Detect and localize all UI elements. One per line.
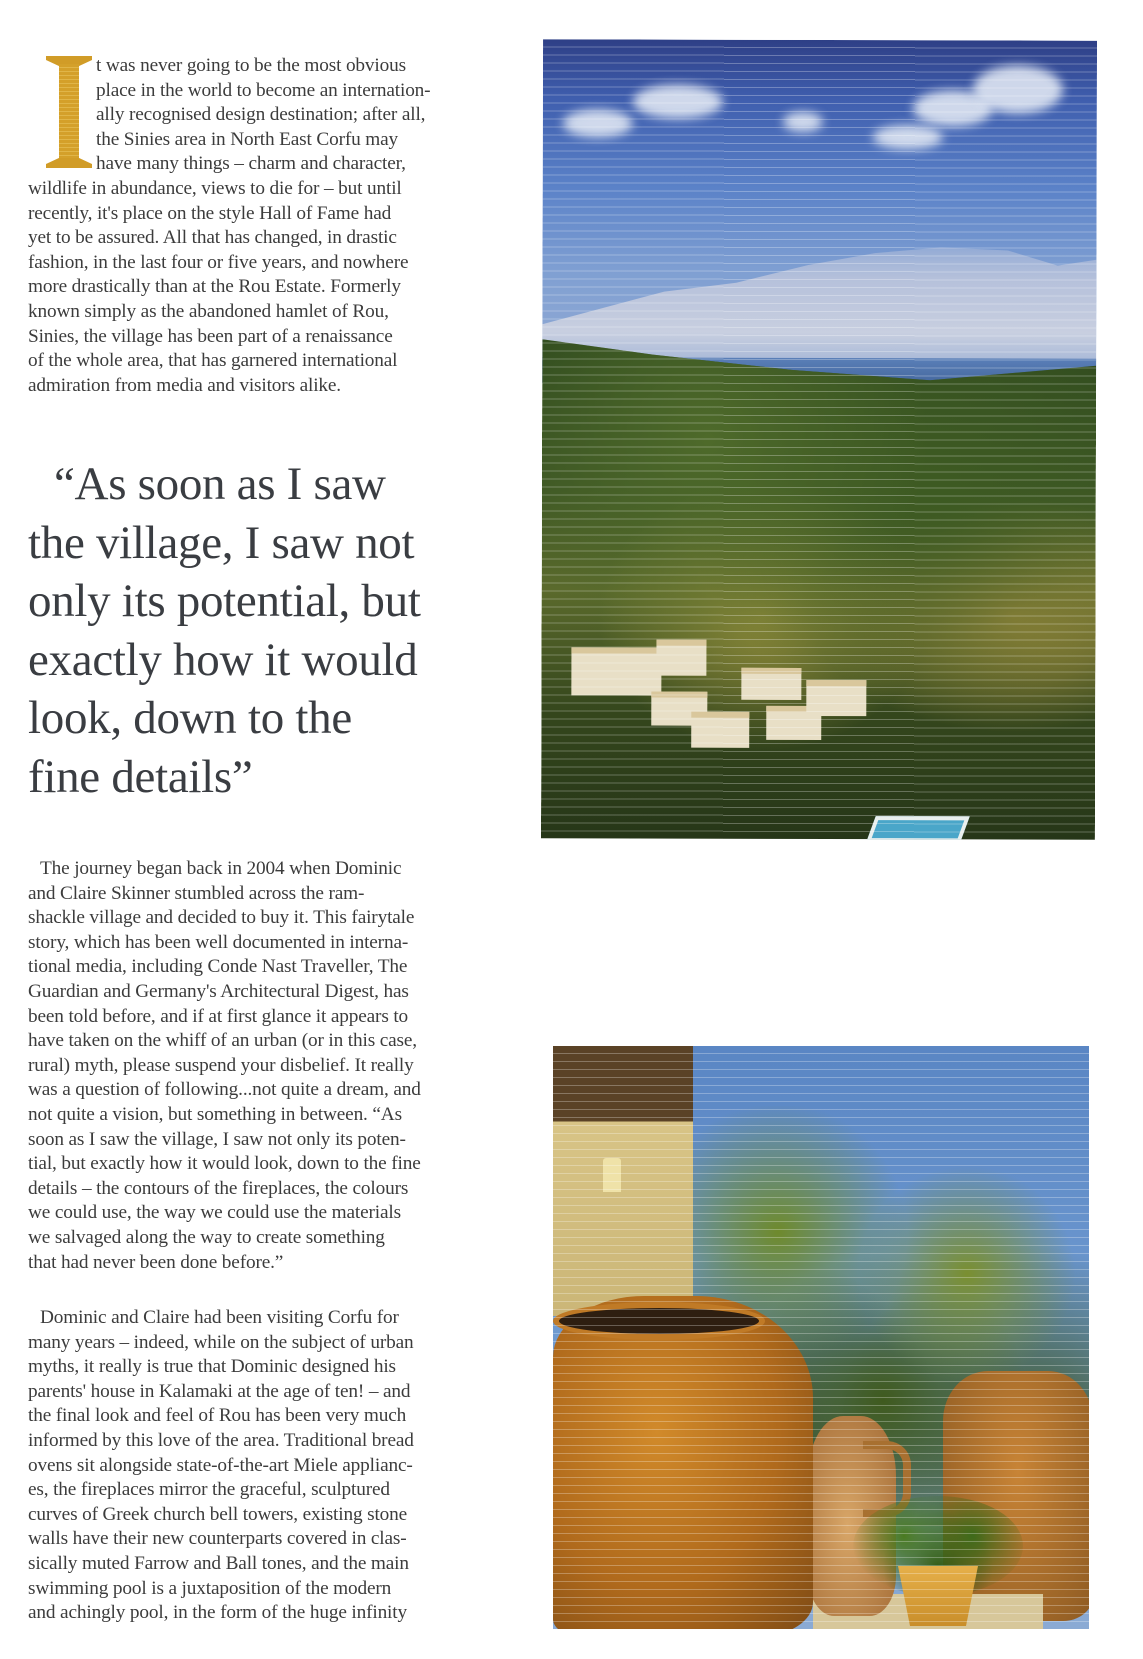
text-line: shackle village and decided to buy it. This fairytale [28,907,415,929]
text-line: we salvaged along the way to create something [28,1226,385,1248]
text-line: The journey began back in 2004 when Dominic [40,858,402,879]
text-line: es, the fireplaces mirror the graceful, sculptured [28,1479,390,1501]
text-line: recently, it's place on the style Hall of Fame had [28,202,392,224]
body-paragraph-corfu [28,1306,490,1626]
text-line: story, which has been well documented in interna- [28,931,409,953]
text-line: parents' house in Kalamaki at the age of ten! – and [28,1380,411,1402]
house-shape [741,668,801,700]
text-line: the Sinies area in North East Corfu may [96,128,399,150]
pull-quote-line: “As soon as I saw [54,458,386,510]
text-line: myths, it really is true that Dominic designed his [28,1356,396,1378]
text-line: tional media, including Conde Nast Traveller, The [28,956,408,978]
text-line: was a question of following...not quite a dream, and [28,1079,421,1101]
text-line: walls have their new counterparts covered in clas- [28,1528,407,1550]
text-line: many years – indeed, while on the subject of urban [28,1331,414,1353]
cloud-shape [783,112,823,132]
body-paragraph-journey [28,857,490,1275]
text-line: informed by this love of the area. Traditional bread [28,1429,414,1451]
small-planter [898,1566,978,1626]
text-line: more drastically than at the Rou Estate. Formerly [28,276,401,298]
pull-quote [28,455,490,807]
urn-mouth [553,1302,765,1340]
text-line: soon as I saw the village, I saw not only its poten- [28,1128,406,1150]
text-line: the final look and feel of Rou has been very much [28,1405,407,1427]
pull-quote-line: fine details” [28,750,253,803]
cloud-shape [563,109,633,137]
text-line: place in the world to become an internation- [96,79,431,101]
text-line: ovens sit alongside state-of-the-art Miele applianc- [28,1454,413,1476]
cloud-shape [873,125,943,149]
pull-quote-line: look, down to the [28,692,352,745]
text-line: yet to be assured. All that has changed, in drastic [28,227,397,249]
house-shape [656,640,706,676]
cloud-shape [973,65,1063,113]
text-line: curves of Greek church bell towers, existing stone [28,1503,408,1525]
dropcap-serif-bottom [46,158,92,168]
text-line: of the whole area, that has garnered international [28,350,398,372]
text-line: and Claire Skinner stumbled across the ram- [28,882,365,904]
text-line: Sinies, the village has been part of a renaissance [28,325,393,347]
urn-large [553,1296,813,1629]
pull-quote-line: exactly how it would [28,633,418,686]
text-line: fashion, in the last four or five years, and nowhere [28,251,409,273]
text-line: have taken on the whiff of an urban (or in this case, [28,1030,417,1052]
house-shape [806,680,866,716]
text-line: sically muted Farrow and Ball tones, and the main [28,1552,409,1574]
text-line: rural) myth, please suspend your disbelief. It really [28,1054,414,1076]
text-line: tial, but exactly how it would look, down to the fine [28,1153,421,1175]
text-line: wildlife in abundance, views to die for – but until [28,177,402,199]
text-line: been told before, and if at first glance it appears to [28,1005,409,1027]
photo-hillside-village [541,39,1097,839]
intro-paragraph [28,54,490,398]
text-line: admiration from media and visitors alike. [28,374,341,396]
swimming-pool-shape [866,816,970,840]
text-line: known simply as the abandoned hamlet of Rou, [28,300,389,322]
text-line: ally recognised design destination; after all, [96,104,426,126]
pull-quote-line: the village, I saw not [28,516,415,569]
text-line: Dominic and Claire had been visiting Corfu for [40,1307,399,1328]
text-line: and achingly pool, in the form of the huge infinity [28,1602,407,1624]
text-line: t was never going to be the most obvious [96,55,406,76]
candle-shape [603,1158,621,1192]
text-line: that had never been done before.” [28,1251,284,1273]
dropcap-letter-i [46,56,92,168]
dropcap-stem [59,64,79,160]
house-shape [571,647,661,695]
dropcap-block [28,54,490,398]
house-shape [691,712,749,748]
text-line: we could use, the way we could use the materials [28,1202,401,1224]
stone-wall [553,1046,693,1316]
pull-quote-line: only its potential, but [28,575,421,628]
photo-terracotta-pots [553,1046,1089,1629]
text-line: have many things – charm and character, [96,153,406,175]
cloud-shape [633,85,723,119]
text-line: Guardian and Germany's Architectural Digest, has [28,980,409,1002]
text-line: details – the contours of the fireplaces, the colours [28,1177,409,1199]
text-line: not quite a vision, but something in between. “As [28,1103,402,1125]
photo-hills [541,339,1096,839]
text-line: swimming pool is a juxtaposition of the modern [28,1577,392,1599]
